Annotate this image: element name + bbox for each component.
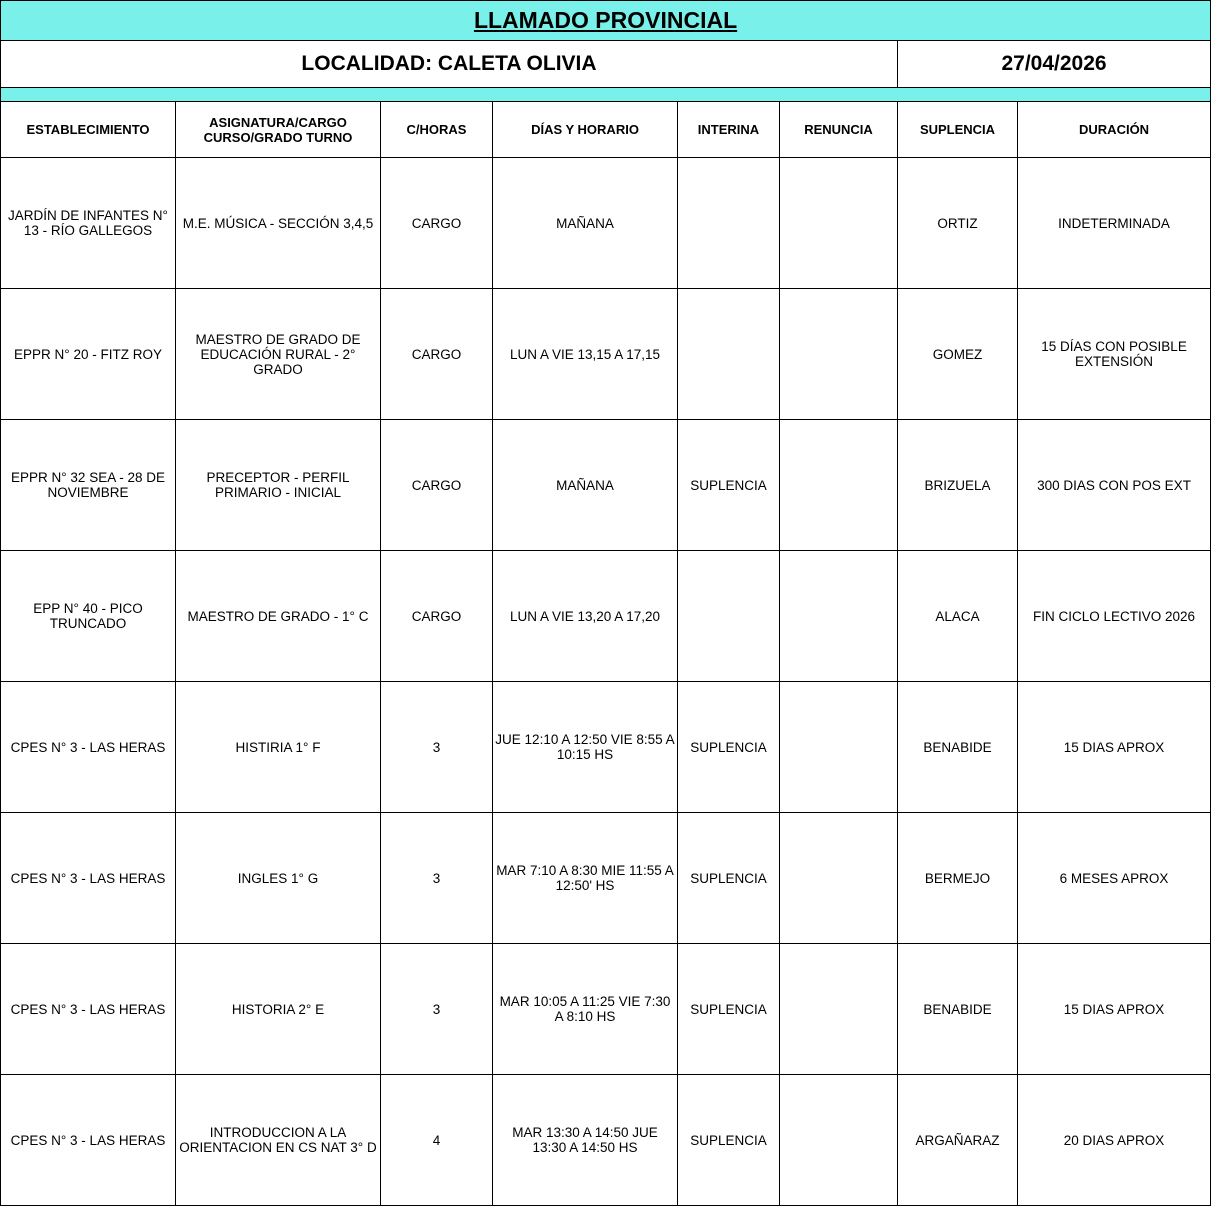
header-row [1, 102, 1211, 158]
cell-duracion: 20 DIAS APROX [1018, 1075, 1211, 1206]
table-row [1, 158, 1211, 289]
cell-suplencia: ARGAÑARAZ [898, 1075, 1018, 1206]
header-interina: INTERINA [678, 102, 780, 158]
header-asignatura-line2: CURSO/GRADO TURNO [203, 129, 353, 145]
cell-horas: 4 [381, 1075, 493, 1206]
title-row [1, 1, 1211, 41]
table-row [1, 813, 1211, 944]
spacer-row [1, 88, 1211, 102]
cell-asignatura: INTRODUCCION A LA ORIENTACION EN CS NAT 3° D [176, 1075, 381, 1206]
cell-interina [678, 289, 780, 420]
header-horas: C/HORAS [381, 102, 493, 158]
cell-asignatura: PRECEPTOR - PERFIL PRIMARIO - INICIAL [176, 420, 381, 551]
cell-renuncia [780, 813, 898, 944]
cell-horario: JUE 12:10 A 12:50 VIE 8:55 A 10:15 HS [493, 682, 678, 813]
cell-suplencia: ORTIZ [898, 158, 1018, 289]
cell-duracion: 15 DIAS APROX [1018, 682, 1211, 813]
cell-renuncia [780, 289, 898, 420]
cell-horas: CARGO [381, 551, 493, 682]
cell-duracion: 300 DIAS CON POS EXT [1018, 420, 1211, 551]
cell-establecimiento: CPES N° 3 - LAS HERAS [1, 813, 176, 944]
cell-interina: SUPLENCIA [678, 420, 780, 551]
cell-establecimiento: EPPR N° 20 - FITZ ROY [1, 289, 176, 420]
table-row [1, 551, 1211, 682]
cell-renuncia [780, 682, 898, 813]
cell-asignatura: MAESTRO DE GRADO DE EDUCACIÓN RURAL - 2° GRADO [176, 289, 381, 420]
cell-horas: 3 [381, 813, 493, 944]
cell-interina [678, 551, 780, 682]
cell-horario: LUN A VIE 13,15 A 17,15 [493, 289, 678, 420]
cell-horario: MAÑANA [493, 420, 678, 551]
cell-establecimiento: CPES N° 3 - LAS HERAS [1, 944, 176, 1075]
cell-asignatura: HISTORIA 2° E [176, 944, 381, 1075]
header-renuncia: RENUNCIA [780, 102, 898, 158]
locality-row [1, 41, 1211, 88]
cell-establecimiento: EPPR N° 32 SEA - 28 DE NOVIEMBRE [1, 420, 176, 551]
cell-suplencia: BENABIDE [898, 682, 1018, 813]
date-label: 27/04/2026 [898, 41, 1211, 88]
cell-duracion: 15 DÍAS CON POSIBLE EXTENSIÓN [1018, 289, 1211, 420]
cell-horas: CARGO [381, 289, 493, 420]
cell-interina: SUPLENCIA [678, 1075, 780, 1206]
cell-horario: MAÑANA [493, 158, 678, 289]
cell-horario: MAR 10:05 A 11:25 VIE 7:30 A 8:10 HS [493, 944, 678, 1075]
cell-suplencia: BENABIDE [898, 944, 1018, 1075]
cell-asignatura: MAESTRO DE GRADO - 1° C [176, 551, 381, 682]
cell-suplencia: GOMEZ [898, 289, 1018, 420]
cell-renuncia [780, 944, 898, 1075]
cell-horario: LUN A VIE 13,20 A 17,20 [493, 551, 678, 682]
page-title: LLAMADO PROVINCIAL [1, 1, 1211, 41]
cell-suplencia: ALACA [898, 551, 1018, 682]
header-asignatura-line1: ASIGNATURA/CARGO [209, 114, 347, 130]
cell-asignatura: INGLES 1° G [176, 813, 381, 944]
locality-label: LOCALIDAD: CALETA OLIVIA [1, 41, 898, 88]
cell-duracion: 6 MESES APROX [1018, 813, 1211, 944]
table-row [1, 944, 1211, 1075]
header-suplencia: SUPLENCIA [898, 102, 1018, 158]
cell-interina: SUPLENCIA [678, 682, 780, 813]
header-establecimiento: ESTABLECIMIENTO [1, 102, 176, 158]
cell-horario: MAR 13:30 A 14:50 JUE 13:30 A 14:50 HS [493, 1075, 678, 1206]
cell-renuncia [780, 158, 898, 289]
cell-asignatura: M.E. MÚSICA - SECCIÓN 3,4,5 [176, 158, 381, 289]
cell-horas: 3 [381, 944, 493, 1075]
cell-duracion: INDETERMINADA [1018, 158, 1211, 289]
table-row [1, 289, 1211, 420]
cell-horas: CARGO [381, 158, 493, 289]
cell-establecimiento: JARDÍN DE INFANTES N° 13 - RÍO GALLEGOS [1, 158, 176, 289]
cell-suplencia: BRIZUELA [898, 420, 1018, 551]
cell-duracion: 15 DIAS APROX [1018, 944, 1211, 1075]
header-asignatura [176, 102, 381, 158]
cell-renuncia [780, 551, 898, 682]
cell-establecimiento: CPES N° 3 - LAS HERAS [1, 682, 176, 813]
header-horario: DÍAS Y HORARIO [493, 102, 678, 158]
cell-horario: MAR 7:10 A 8:30 MIE 11:55 A 12:50' HS [493, 813, 678, 944]
table-row [1, 1075, 1211, 1206]
cell-establecimiento: CPES N° 3 - LAS HERAS [1, 1075, 176, 1206]
table-row [1, 420, 1211, 551]
cell-suplencia: BERMEJO [898, 813, 1018, 944]
table-row [1, 682, 1211, 813]
header-duracion: DURACIÓN [1018, 102, 1211, 158]
cell-renuncia [780, 420, 898, 551]
spacer-cell [1, 88, 1211, 102]
cell-horas: CARGO [381, 420, 493, 551]
cell-renuncia [780, 1075, 898, 1206]
cell-establecimiento: EPP N° 40 - PICO TRUNCADO [1, 551, 176, 682]
cell-interina: SUPLENCIA [678, 944, 780, 1075]
cell-duracion: FIN CICLO LECTIVO 2026 [1018, 551, 1211, 682]
cell-interina [678, 158, 780, 289]
cell-interina: SUPLENCIA [678, 813, 780, 944]
cell-asignatura: HISTIRIA 1° F [176, 682, 381, 813]
cell-horas: 3 [381, 682, 493, 813]
